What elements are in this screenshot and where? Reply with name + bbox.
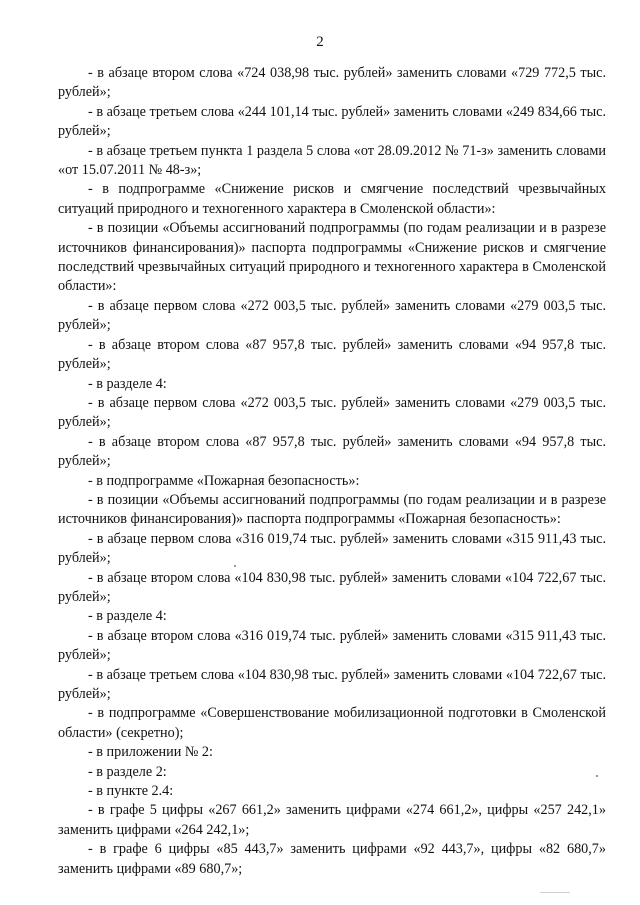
document-body xyxy=(58,64,606,879)
paragraph: - в разделе 4: xyxy=(88,608,167,625)
paragraph: - в абзаце первом слова «316 019,74 тыс. рублей» заменить словами «315 911,43 тыс. рублей»; xyxy=(58,530,606,567)
paragraph: - в разделе 4: xyxy=(88,375,167,392)
paragraph: - в приложении № 2: xyxy=(88,744,213,761)
paragraph: - в абзаце третьем пункта 1 раздела 5 слова «от 28.09.2012 № 71-з» заменить словами «от 15.07.2011 № 48-з»; xyxy=(58,142,606,179)
paragraph: - в абзаце втором слова «724 038,98 тыс. рублей» заменить словами «729 772,5 тыс. рублей»; xyxy=(58,65,606,101)
scan-speck xyxy=(540,892,570,893)
scan-speck xyxy=(234,565,236,567)
paragraph: - в подпрограмме «Снижение рисков и смягчение последствий чрезвычайных ситуаций природного и техногенного характера в Смоленской области»: xyxy=(58,181,606,217)
paragraph: - в абзаце третьем слова «104 830,98 тыс. рублей» заменить словами «104 722,67 тыс. рублей»; xyxy=(58,666,606,702)
paragraph: - в абзаце третьем слова «244 101,14 тыс. рублей» заменить словами «249 834,66 тыс. рублей»; xyxy=(58,103,606,140)
paragraph: - в абзаце втором слова «87 957,8 тыс. рублей» заменить словами «94 957,8 тыс. рублей»; xyxy=(58,433,606,470)
paragraph: - в графе 6 цифры «85 443,7» заменить цифрами «92 443,7», цифры «82 680,7» заменить цифрами «89 680,7»; xyxy=(58,841,606,877)
paragraph: - в абзаце втором слова «316 019,74 тыс. рублей» заменить словами «315 911,43 тыс. рублей»; xyxy=(58,627,606,664)
paragraph: - в разделе 2: xyxy=(88,763,167,780)
paragraph: - в абзаце втором слова «104 830,98 тыс. рублей» заменить словами «104 722,67 тыс. рублей»; xyxy=(58,569,606,605)
paragraph: - в абзаце втором слова «87 957,8 тыс. рублей» заменить словами «94 957,8 тыс. рублей»; xyxy=(58,336,606,373)
paragraph: - в позиции «Объемы ассигнований подпрограммы (по годам реализации и в разрезе источников финансирования)» паспорта подпрограммы «Снижение рисков и смягчение последствий чрезвычайных ситуаций природного и техногенного характера в Смоленской области»: xyxy=(58,220,606,295)
paragraph: - в пункте 2.4: xyxy=(88,783,174,800)
paragraph: - в позиции «Объемы ассигнований подпрограммы (по годам реализации и в разрезе источников финансирования)» паспорта подпрограммы «Пожарная безопасность»: xyxy=(58,491,606,528)
paragraph: - в графе 5 цифры «267 661,2» заменить цифрами «274 661,2», цифры «257 242,1» заменить цифрами «264 242,1»; xyxy=(58,802,606,838)
page-number: 2 xyxy=(316,34,324,50)
paragraph: - в абзаце первом слова «272 003,5 тыс. рублей» заменить словами «279 003,5 тыс. рублей»; xyxy=(58,394,606,431)
paragraph: - в подпрограмме «Пожарная безопасность»: xyxy=(88,472,360,489)
scan-speck xyxy=(596,775,598,777)
paragraph: - в абзаце первом слова «272 003,5 тыс. рублей» заменить словами «279 003,5 тыс. рублей»; xyxy=(58,297,606,334)
paragraph: - в подпрограмме «Совершенствование мобилизационной подготовки в Смоленской области» (секретно); xyxy=(58,705,606,741)
